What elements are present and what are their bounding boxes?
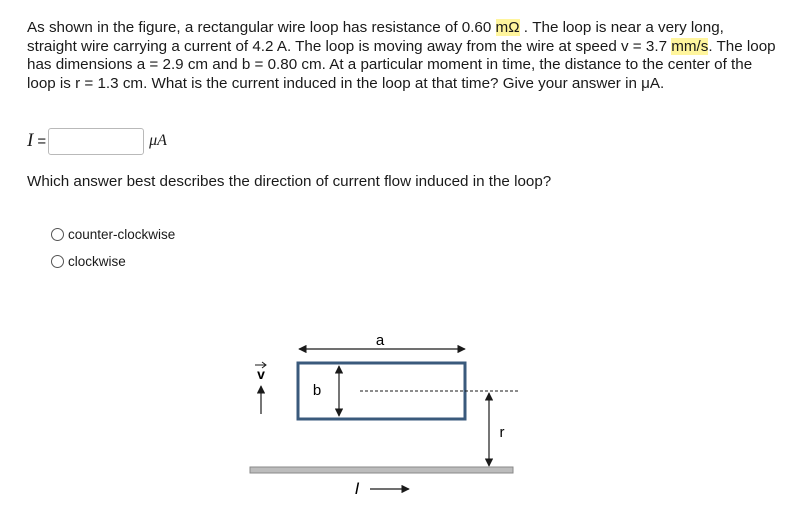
- label-b: b: [312, 382, 322, 399]
- label-I: I: [354, 479, 360, 498]
- current-answer-input[interactable]: [48, 128, 144, 155]
- label-v: v: [257, 366, 265, 382]
- answer-unit: μA: [149, 132, 167, 149]
- option-counter-clockwise[interactable]: [51, 221, 175, 248]
- problem-statement: [27, 19, 777, 93]
- label-a: a: [375, 332, 385, 349]
- wire-loop: [298, 363, 465, 419]
- answer-equals: =: [37, 132, 47, 150]
- direction-options: [51, 221, 175, 275]
- speed-unit: mm/s: [671, 37, 709, 55]
- radio-counter-clockwise[interactable]: [51, 228, 64, 241]
- problem-text-2: . The loop is near a very long, straight wire carrying a current of 4.2 A. The loop is moving away from the wire at speed v = 3.7: [27, 19, 724, 55]
- problem-text-3: . The loop has dimensions a = 2.9 cm and b = 0.80 cm. At a particular moment in time, the distance to the center of the loop is r = 1.3 cm. What is the current induced in the loop at that time? Give your answer in μA.: [27, 37, 776, 92]
- option-label-counter-clockwise: counter-clockwise: [68, 227, 176, 242]
- label-r: r: [499, 424, 505, 441]
- option-label-clockwise: clockwise: [68, 254, 126, 269]
- answer-row: [27, 126, 167, 156]
- answer-variable: I: [27, 130, 34, 151]
- direction-question: Which answer best describes the direction of current flow induced in the loop?: [27, 173, 552, 190]
- resistance-unit: mΩ: [495, 19, 520, 36]
- problem-text-1: As shown in the figure, a rectangular wire loop has resistance of 0.60: [27, 19, 496, 36]
- straight-wire: [250, 467, 513, 473]
- option-clockwise[interactable]: [51, 248, 175, 275]
- vector-accent-icon: [255, 362, 266, 368]
- radio-clockwise[interactable]: [51, 255, 64, 268]
